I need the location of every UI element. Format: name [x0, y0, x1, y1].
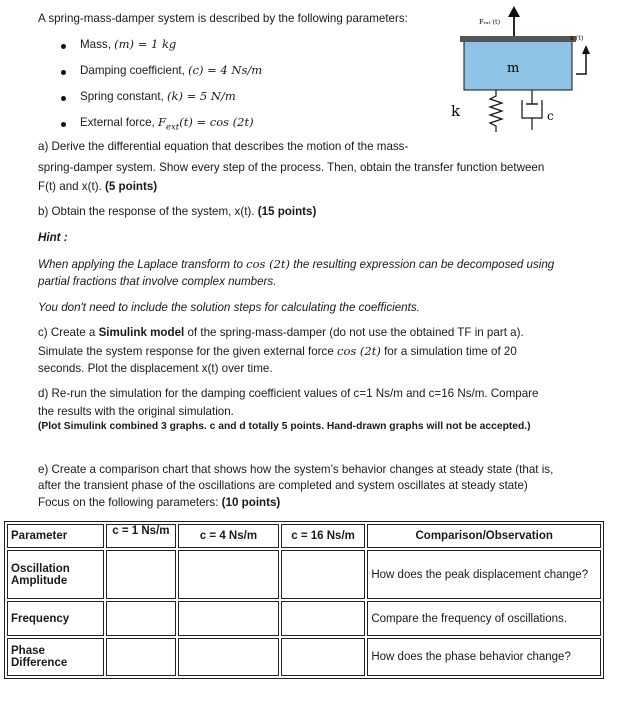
cell-c4-amplitude[interactable] — [178, 550, 279, 599]
displacement-arrow — [576, 52, 586, 74]
part-e-line3: Focus on the following parameters: (10 points) — [38, 496, 281, 509]
cell-c1-amplitude[interactable] — [106, 550, 176, 599]
row-obs-amplitude: How does the peak displacement change? — [367, 550, 601, 599]
row-param-amplitude: Oscillation Amplitude — [7, 550, 104, 599]
row-param-frequency: Frequency — [7, 601, 104, 636]
param-spring: Spring constant, (k) = 5 N/m — [80, 89, 236, 103]
displacement-arrow-icon — [582, 45, 590, 54]
bullet-icon — [61, 70, 66, 75]
damper-label: c — [547, 109, 554, 123]
cell-c16-phase[interactable] — [281, 638, 366, 676]
hint-line2: partial fractions that involve complex numbers. — [38, 275, 277, 288]
part-d-line3: (Plot Simulink combined 3 graphs. c and d totally 5 points. Hand-drawn graphs will not be accepted.) — [38, 421, 531, 432]
row-param-phase: Phase Difference — [7, 638, 104, 676]
cell-c1-phase[interactable] — [106, 638, 176, 676]
part-a-line3: F(t) and x(t). (5 points) — [38, 180, 158, 193]
param-mass: Mass, (m) = 1 kg — [80, 37, 177, 51]
part-c-line2: Simulate the system response for the given external force cos (2t) for a simulation time of 20 — [38, 344, 517, 358]
part-a-line1: a) Derive the differential equation that describes the motion of the mass- — [38, 140, 409, 153]
spring-mass-damper-diagram — [440, 0, 600, 140]
header-parameter: Parameter — [7, 524, 104, 548]
cell-c1-frequency[interactable] — [106, 601, 176, 636]
table-header-row — [7, 524, 601, 548]
displacement-label: x (t) — [570, 34, 584, 42]
table-row — [7, 601, 601, 636]
bullet-icon — [61, 122, 66, 127]
param-force: External force, $F_{ext}(t) = \cos (2t)$ — [80, 115, 254, 133]
table-row — [7, 550, 601, 599]
intro-text: A spring-mass-damper system is described by the following parameters: — [38, 12, 408, 25]
cell-c4-frequency[interactable] — [178, 601, 279, 636]
cell-c4-phase[interactable] — [178, 638, 279, 676]
part-c-line1: c) Create a Simulink model of the spring-mass-damper (do not use the obtained TF in part a). — [38, 326, 524, 339]
spring-icon — [490, 90, 502, 132]
comparison-table — [4, 521, 604, 679]
table-row — [7, 638, 601, 676]
bullet-icon — [61, 96, 66, 101]
hint-title: Hint : — [38, 231, 68, 244]
cell-c16-frequency[interactable] — [281, 601, 366, 636]
header-c16: c = 16 Ns/m — [281, 524, 366, 548]
mass-top-plate — [460, 36, 576, 42]
header-c1: c = 1 Ns/m — [106, 524, 176, 548]
part-d-line2: the results with the original simulation. — [38, 405, 234, 418]
hint-line3: You don't need to include the solution steps for calculating the coefficients. — [38, 301, 420, 314]
param-damping: Damping coefficient, (c) = 4 Ns/m — [80, 63, 263, 77]
force-label: Fₑₓₜ (t) — [479, 18, 501, 26]
cell-c16-amplitude[interactable] — [281, 550, 366, 599]
bullet-icon — [61, 44, 66, 49]
header-c4: c = 4 Ns/m — [178, 524, 279, 548]
part-b: b) Obtain the response of the system, x(t). (15 points) — [38, 205, 317, 218]
part-e-line1: e) Create a comparison chart that shows how the system’s behavior changes at steady state (that is, — [38, 463, 554, 476]
header-comparison: Comparison/Observation — [367, 524, 601, 548]
hint-line1: When applying the Laplace transform to cos (2t) the resulting expression can be decomposed using — [38, 257, 555, 271]
force-arrow-icon — [508, 6, 520, 17]
mass-label: m — [507, 61, 520, 76]
row-obs-phase: How does the phase behavior change? — [367, 638, 601, 676]
row-obs-frequency: Compare the frequency of oscillations. — [367, 601, 601, 636]
part-c-line3: seconds. Plot the displacement x(t) over time. — [38, 362, 273, 375]
part-d-line1: d) Re-run the simulation for the damping coefficient values of c=1 Ns/m and c=16 Ns/m. Compare — [38, 387, 539, 400]
part-e-line2: after the transient phase of the oscillations are completed and system oscillates at steady state) — [38, 479, 528, 492]
spring-label: k — [451, 102, 461, 120]
part-a-line2: spring-damper system. Show every step of the process. Then, obtain the transfer function between — [38, 161, 545, 174]
